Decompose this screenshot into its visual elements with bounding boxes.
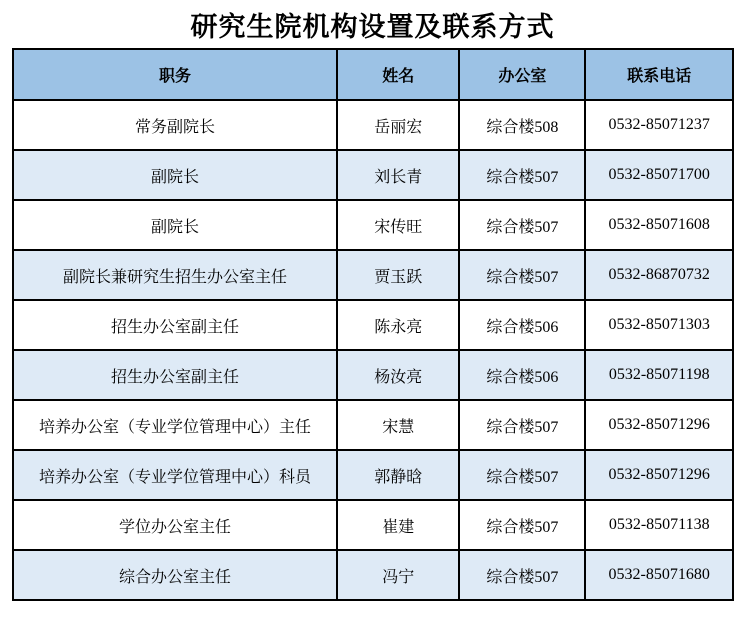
cell-position: 学位办公室主任 [13, 500, 337, 550]
table-row [13, 250, 733, 300]
contacts-table [12, 48, 734, 601]
table-row [13, 400, 733, 450]
cell-office: 综合楼507 [459, 500, 585, 550]
cell-office: 综合楼507 [459, 550, 585, 600]
cell-name: 郭静晗 [337, 450, 459, 500]
table-row [13, 500, 733, 550]
cell-office: 综合楼507 [459, 250, 585, 300]
column-header-name: 姓名 [337, 49, 459, 100]
header-row [13, 49, 733, 100]
table-row [13, 300, 733, 350]
cell-position: 副院长 [13, 200, 337, 250]
table-row [13, 150, 733, 200]
column-header-phone: 联系电话 [585, 49, 733, 100]
cell-position: 副院长兼研究生招生办公室主任 [13, 250, 337, 300]
cell-office: 综合楼507 [459, 200, 585, 250]
cell-position: 常务副院长 [13, 100, 337, 150]
column-header-office: 办公室 [459, 49, 585, 100]
cell-phone: 0532-85071608 [585, 200, 733, 250]
cell-office: 综合楼507 [459, 450, 585, 500]
table-row [13, 100, 733, 150]
cell-phone: 0532-85071296 [585, 450, 733, 500]
table-row [13, 200, 733, 250]
cell-name: 岳丽宏 [337, 100, 459, 150]
table-row [13, 350, 733, 400]
cell-position: 培养办公室（专业学位管理中心）主任 [13, 400, 337, 450]
cell-phone: 0532-85071296 [585, 400, 733, 450]
cell-office: 综合楼506 [459, 350, 585, 400]
cell-phone: 0532-85071138 [585, 500, 733, 550]
cell-office: 综合楼507 [459, 400, 585, 450]
cell-office: 综合楼507 [459, 150, 585, 200]
cell-phone: 0532-86870732 [585, 250, 733, 300]
table-row [13, 450, 733, 500]
cell-name: 贾玉跃 [337, 250, 459, 300]
cell-phone: 0532-85071680 [585, 550, 733, 600]
table-header [13, 49, 733, 100]
cell-name: 崔建 [337, 500, 459, 550]
cell-name: 宋传旺 [337, 200, 459, 250]
cell-phone: 0532-85071237 [585, 100, 733, 150]
cell-office: 综合楼508 [459, 100, 585, 150]
cell-position: 副院长 [13, 150, 337, 200]
table-row [13, 550, 733, 600]
cell-office: 综合楼506 [459, 300, 585, 350]
cell-name: 冯宁 [337, 550, 459, 600]
cell-name: 宋慧 [337, 400, 459, 450]
cell-name: 杨汝亮 [337, 350, 459, 400]
cell-position: 招生办公室副主任 [13, 350, 337, 400]
cell-position: 招生办公室副主任 [13, 300, 337, 350]
cell-name: 刘长青 [337, 150, 459, 200]
cell-position: 培养办公室（专业学位管理中心）科员 [13, 450, 337, 500]
cell-phone: 0532-85071198 [585, 350, 733, 400]
cell-phone: 0532-85071303 [585, 300, 733, 350]
page-title: 研究生院机构设置及联系方式 [190, 12, 555, 42]
column-header-position: 职务 [13, 49, 337, 100]
cell-phone: 0532-85071700 [585, 150, 733, 200]
cell-position: 综合办公室主任 [13, 550, 337, 600]
table-body [13, 100, 733, 600]
cell-name: 陈永亮 [337, 300, 459, 350]
